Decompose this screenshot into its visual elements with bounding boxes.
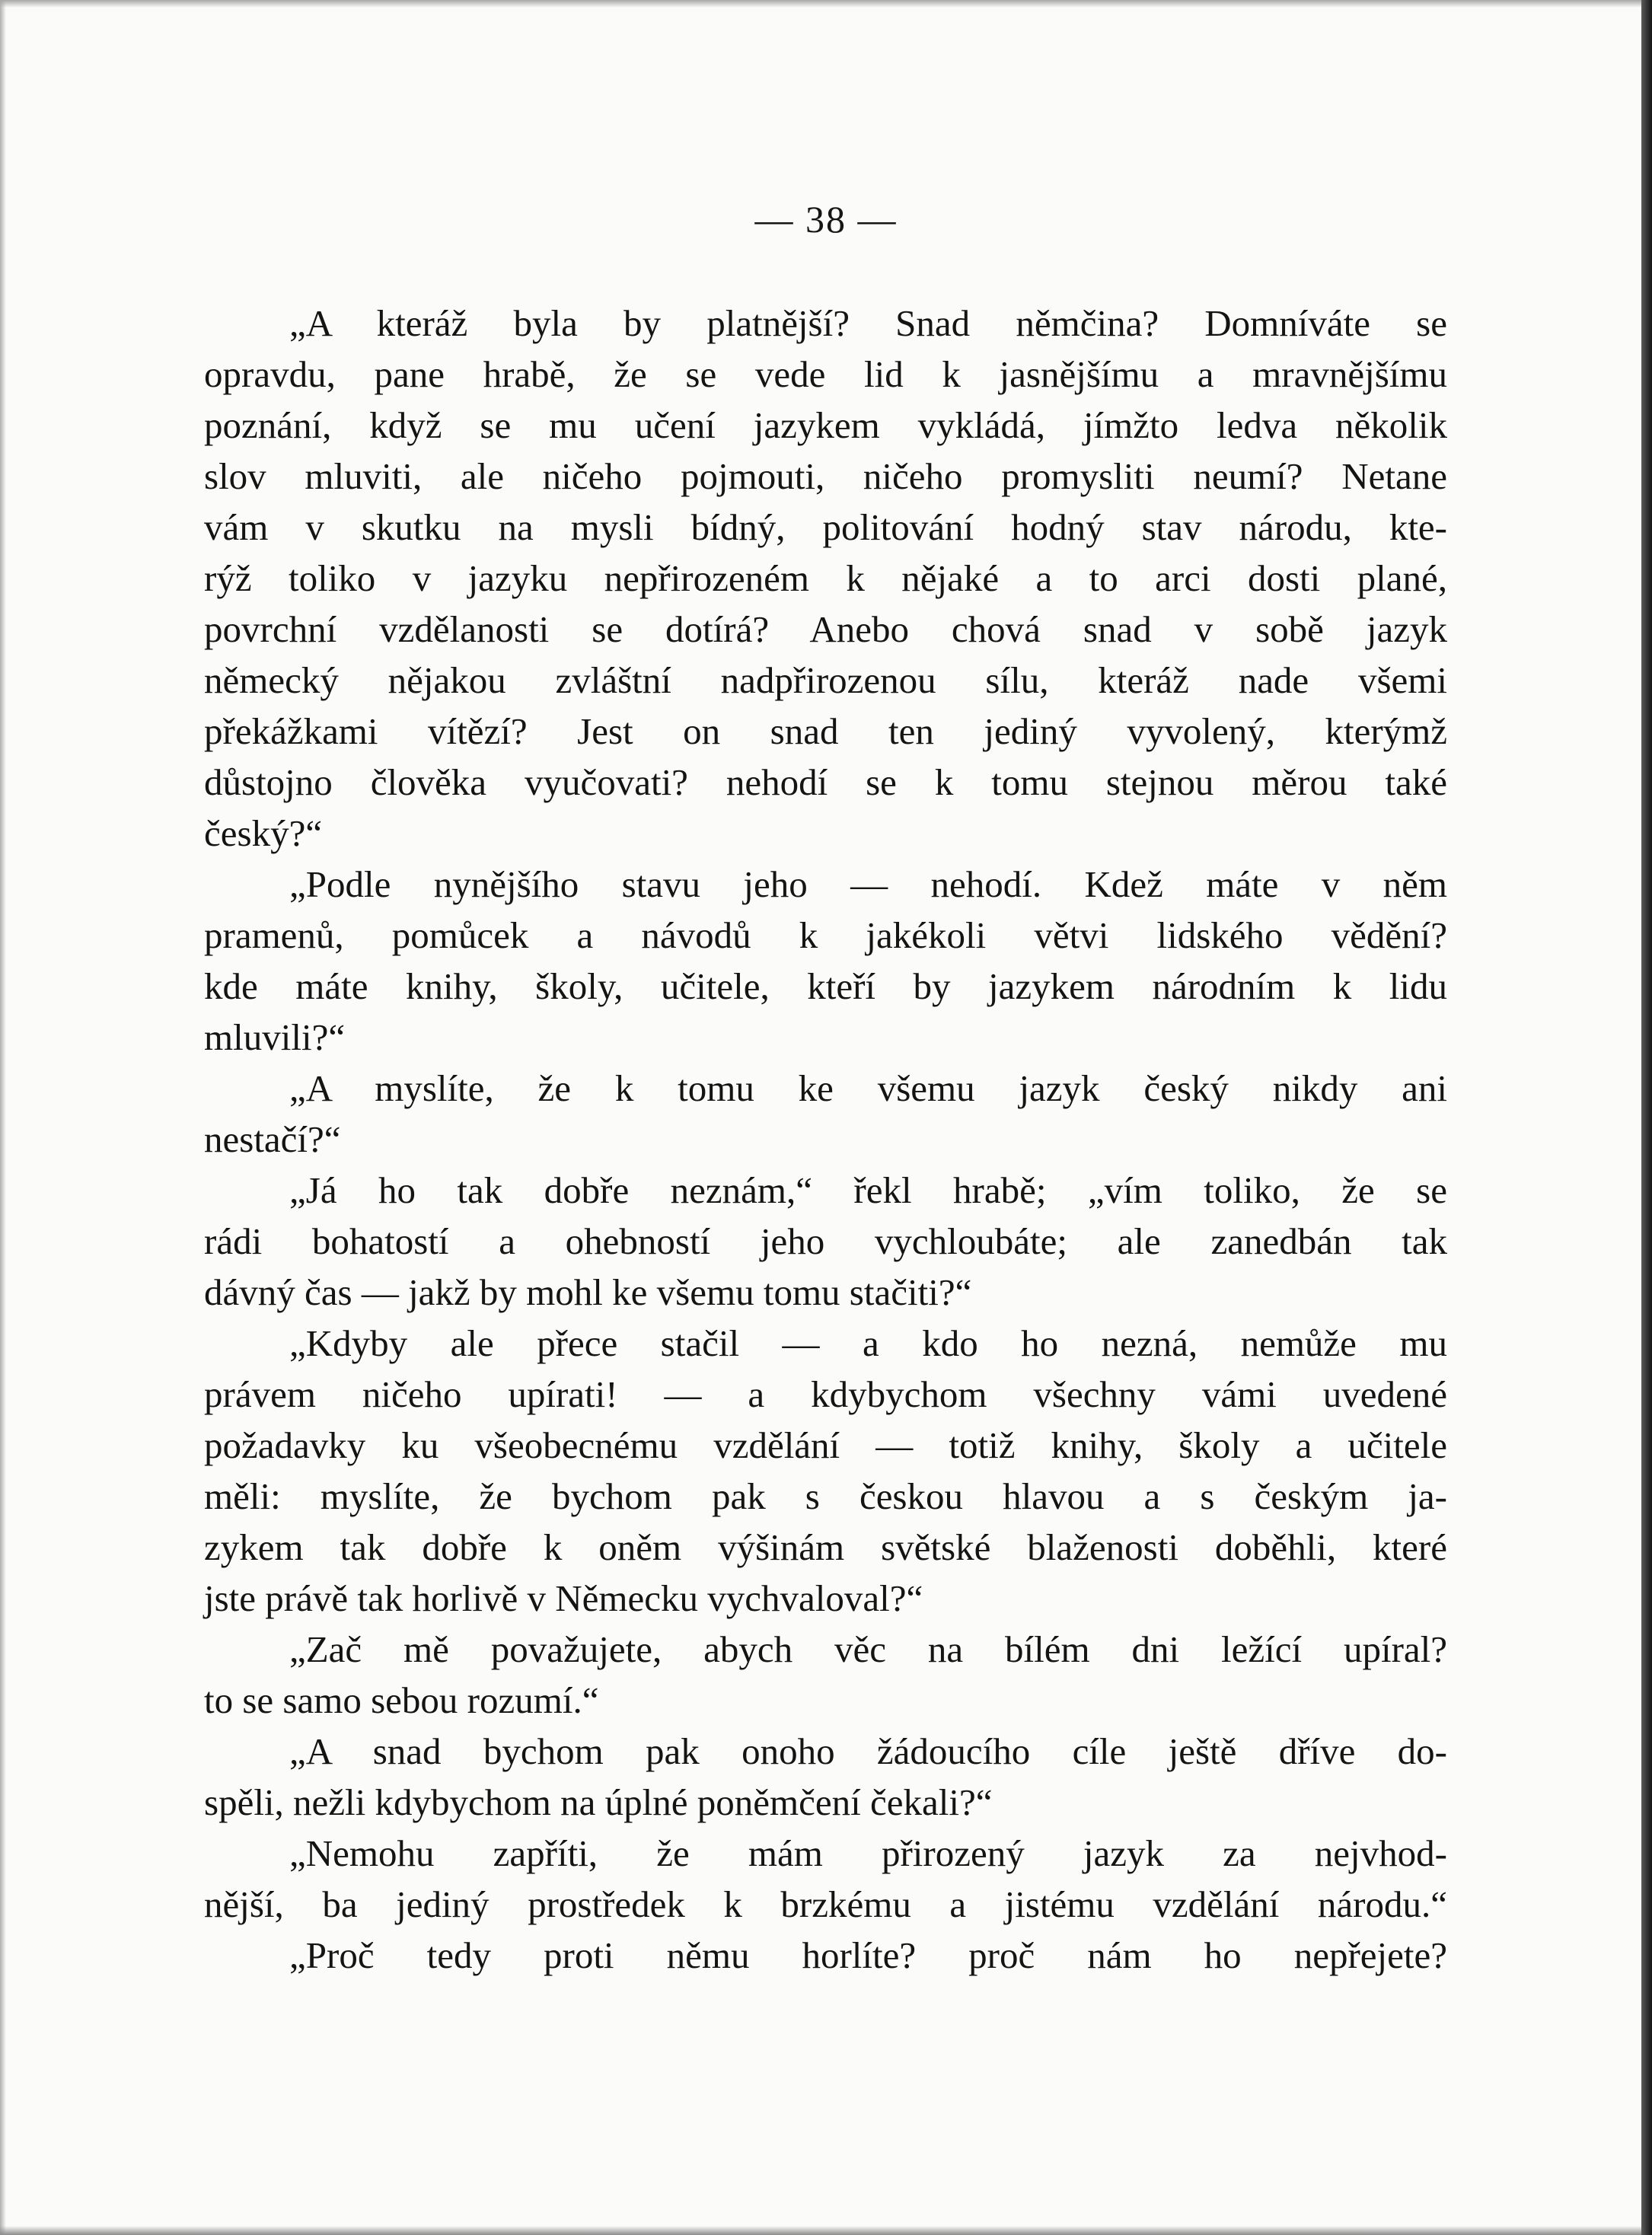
text-line: „Zač mě považujete, abych věc na bílém dni ležící upíral? <box>289 1628 1447 1670</box>
text-line: poznání, když se mu učení jazykem vykládá, jímžto ledva několik <box>204 404 1447 446</box>
body-text <box>204 298 1447 1981</box>
text-line: „Kdyby ale přece stačil — a kdo ho nezná, nemůže mu <box>289 1322 1447 1364</box>
text-line: měli: myslíte, že bychom pak s českou hlavou a s českým ja- <box>204 1475 1447 1517</box>
page-edge-right <box>1641 0 1652 2235</box>
text-line: překážkami vítězí? Jest on snad ten jediný vyvolený, kterýmž <box>204 710 1447 752</box>
page-number: — 38 — <box>754 198 898 241</box>
text-line: „Podle nynějšího stavu jeho — nehodí. Kdež máte v něm <box>289 863 1447 905</box>
text-line: pramenů, pomůcek a návodů k jakékoli větvi lidského vědění? <box>204 914 1447 956</box>
text-line: „Proč tedy proti němu horlíte? proč nám ho nepřejete? <box>289 1934 1447 1976</box>
text-line: rýž toliko v jazyku nepřirozeném k nějaké a to arci dosti plané, <box>204 557 1447 599</box>
text-line: vám v skutku na mysli bídný, politování hodný stav národu, kte- <box>204 506 1447 548</box>
text-line: dávný čas — jakž by mohl ke všemu tomu stačiti?“ <box>204 1271 972 1313</box>
text-line: nější, ba jediný prostředek k brzkému a jistému vzdělání národu.“ <box>204 1883 1447 1925</box>
page-edge-left <box>0 0 6 2235</box>
text-line: požadavky ku všeobecnému vzdělání — totiž knihy, školy a učitele <box>204 1424 1447 1466</box>
text-line: slov mluviti, ale ničeho pojmouti, ničeho promysliti neumí? Netane <box>204 455 1447 497</box>
text-line: spěli, nežli kdybychom na úplné poněmčení čekali?“ <box>204 1781 993 1823</box>
text-line: německý nějakou zvláštní nadpřirozenou sílu, kteráž nade všemi <box>204 659 1447 701</box>
text-line: opravdu, pane hrabě, že se vede lid k jasnějšímu a mravnějšímu <box>204 353 1447 395</box>
text-line: „A snad bychom pak onoho žádoucího cíle ještě dříve do- <box>289 1730 1447 1772</box>
page-edge-bottom <box>0 2226 1652 2235</box>
text-line: rádi bohatostí a ohebností jeho vychloubáte; ale zanedbán tak <box>204 1220 1447 1262</box>
page-edge-top <box>0 0 1652 8</box>
text-line: český?“ <box>204 812 323 854</box>
text-line: mluvili?“ <box>204 1016 346 1058</box>
text-line: „A myslíte, že k tomu ke všemu jazyk český nikdy ani <box>289 1067 1447 1109</box>
text-line: důstojno člověka vyučovati? nehodí se k tomu stejnou měrou také <box>204 761 1447 803</box>
text-line: povrchní vzdělanosti se dotírá? Anebo chová snad v sobě jazyk <box>204 608 1447 650</box>
text-line: „Nemohu zapříti, že mám přirozený jazyk za nejvhod- <box>289 1832 1447 1874</box>
text-line: zykem tak dobře k oněm výšinám světské blaženosti doběhli, které <box>204 1526 1447 1568</box>
text-line: právem ničeho upírati! — a kdybychom všechny vámi uvedené <box>204 1373 1447 1415</box>
text-line: to se samo sebou rozumí.“ <box>204 1679 599 1721</box>
text-line: „A kteráž byla by platnější? Snad němčina? Domníváte se <box>289 302 1447 344</box>
text-line: nestačí?“ <box>204 1118 341 1160</box>
text-line: kde máte knihy, školy, učitele, kteří by jazykem národním k lidu <box>204 965 1447 1007</box>
text-line: „Já ho tak dobře neznám,“ řekl hrabě; „vím toliko, že se <box>289 1169 1447 1211</box>
text-line: jste právě tak horlivě v Německu vychvaloval?“ <box>204 1577 923 1619</box>
